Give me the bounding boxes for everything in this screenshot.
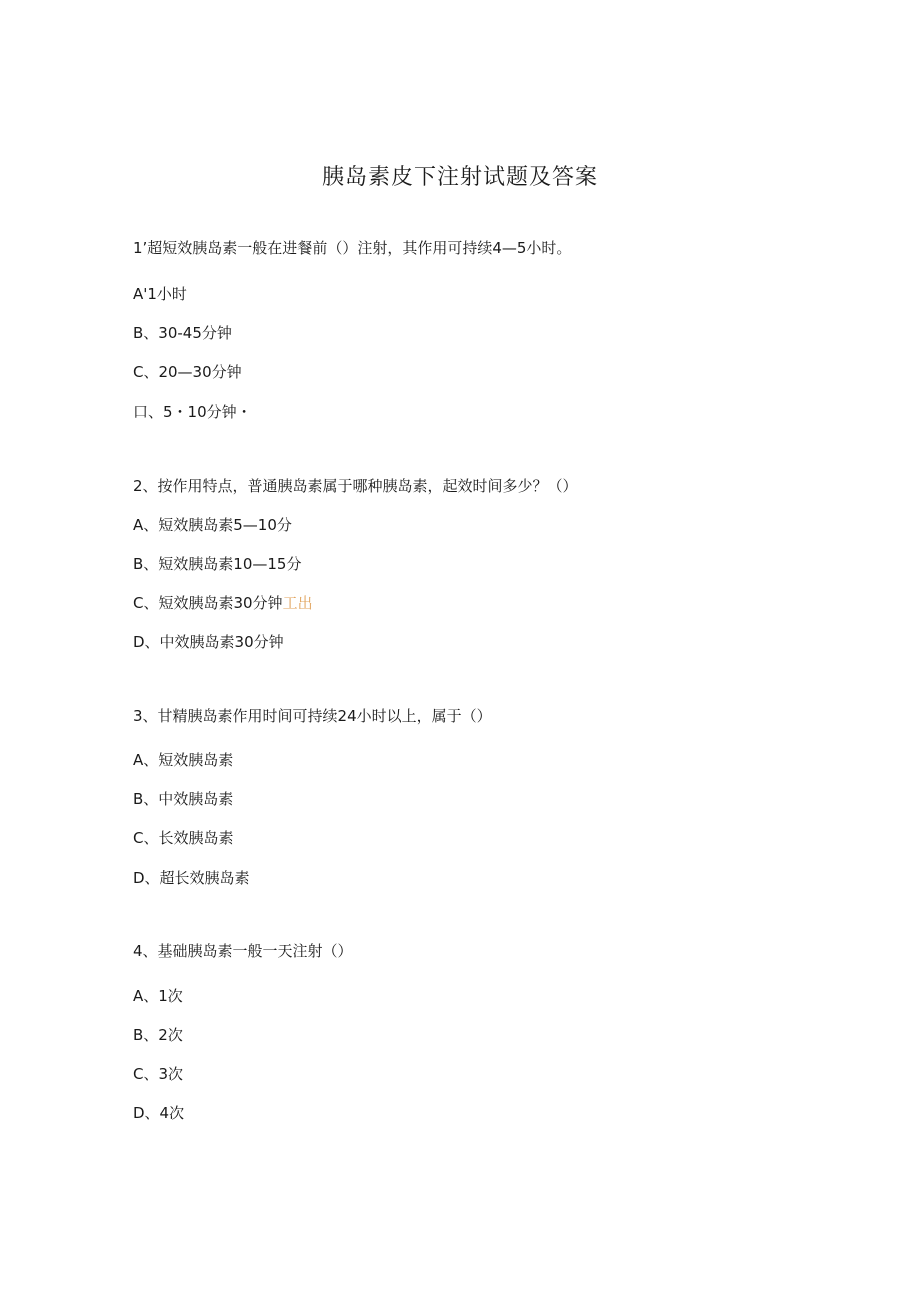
question-1-option-b: B、30-45分钟 — [133, 324, 232, 342]
question-3-text: 3、甘精胰岛素作用时间可持续24小时以上，属于（） — [133, 707, 492, 725]
question-4-option-b: B、2次 — [133, 1026, 183, 1044]
question-4-text: 4、基础胰岛素一般一天注射（） — [133, 942, 353, 960]
question-3-option-b: B、中效胰岛素 — [133, 790, 234, 808]
question-2-text: 2、按作用特点，普通胰岛素属于哪种胰岛素，起效时间多少？（） — [133, 477, 578, 495]
question-2-option-c-mark: 工出 — [282, 594, 313, 612]
question-4-option-a: A、1次 — [133, 987, 183, 1005]
question-1-option-a: A'1小时 — [133, 285, 187, 303]
question-2-option-d: D、中效胰岛素30分钟 — [133, 633, 284, 651]
question-1-option-d: 口、5・10分钟・ — [133, 403, 252, 421]
question-2-option-b: B、短效胰岛素10—15分 — [133, 555, 302, 573]
question-2-option-a: A、短效胰岛素5—10分 — [133, 516, 292, 534]
question-4-option-d: D、4次 — [133, 1104, 185, 1122]
question-1-text: 1’超短效胰岛素一般在进餐前（）注射，其作用可持续4—5小时。 — [133, 239, 572, 257]
question-4-option-c: C、3次 — [133, 1065, 184, 1083]
page-title: 胰岛素皮下注射试题及答案 — [321, 165, 598, 190]
question-3-option-d: D、超长效胰岛素 — [133, 869, 250, 887]
question-3-option-c: C、长效胰岛素 — [133, 829, 234, 847]
question-1-option-c: C、20—30分钟 — [133, 363, 242, 381]
question-2-option-c-label: C、短效胰岛素30分钟 — [133, 594, 283, 612]
question-3-option-a: A、短效胰岛素 — [133, 751, 234, 769]
question-2-option-c — [133, 591, 313, 615]
